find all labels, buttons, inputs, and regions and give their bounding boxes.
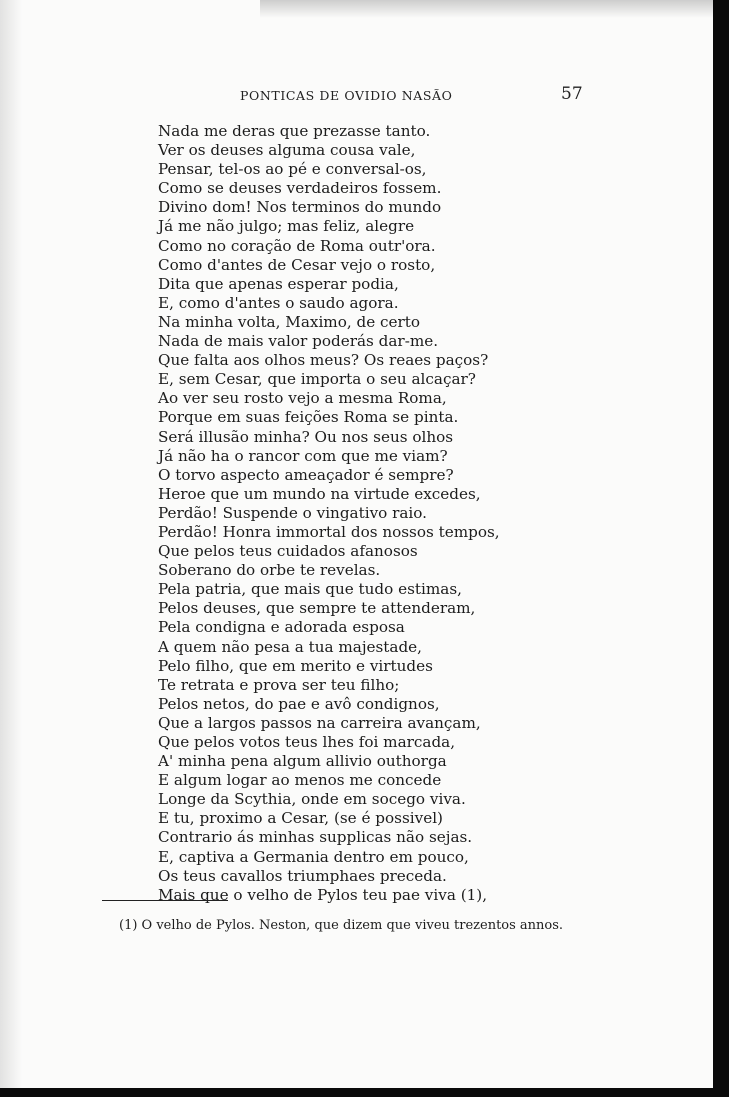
poem-line: E, sem Cesar, que importa o seu alcaçar? — [158, 370, 476, 389]
poem-line: E algum logar ao menos me concede — [158, 771, 442, 790]
poem-line: Longe da Scythia, onde em socego viva. — [158, 790, 466, 809]
scan-shadow-top — [260, 0, 729, 18]
poem-line: Como no coração de Roma outr'ora. — [158, 236, 436, 255]
poem-line: Que pelos teus cuidados afanosos — [158, 542, 418, 561]
poem-line: Pela condigna e adorada esposa — [158, 618, 405, 637]
poem-line: Divino dom! Nos terminos do mundo — [158, 198, 442, 217]
poem-line: A' minha pena algum allivio outhorga — [158, 752, 447, 771]
poem-line: Ao ver seu rosto vejo a mesma Roma, — [158, 389, 447, 408]
poem-line: Porque em suas feições Roma se pinta. — [158, 408, 459, 427]
poem-line: Pelos netos, do pae e avô condignos, — [158, 694, 440, 713]
poem-line: Que falta aos olhos meus? Os reaes paços? — [158, 351, 489, 370]
poem-line: Como d'antes de Cesar vejo o rosto, — [158, 255, 436, 274]
poem-line: Perdão! Honra immortal dos nossos tempos, — [158, 522, 500, 541]
page-header — [0, 84, 729, 108]
poem-line: Que pelos votos teus lhes foi marcada, — [158, 733, 456, 751]
poem-text — [158, 122, 598, 905]
poem-line: Contrario ás minhas supplicas não sejas. — [158, 828, 473, 847]
poem-line: Como se deuses verdadeiros fossem. — [158, 179, 442, 198]
poem-line: Já me não julgo; mas feliz, alegre — [158, 217, 415, 236]
poem-line: Pelo filho, que em merito e virtudes — [158, 656, 433, 675]
poem-line: Os teus cavallos triumphaes preceda. — [158, 866, 447, 885]
poem-line: Nada de mais valor poderás dar-me. — [158, 332, 439, 351]
poem-line: Já não ha o rancor com que me viam? — [158, 446, 448, 465]
footnote-divider — [102, 900, 228, 901]
poem-line: Nada me deras que prezasse tanto. — [158, 122, 431, 140]
poem-line: Pensar, tel-os ao pé e conversal-os, — [158, 160, 427, 179]
poem-line: Na minha volta, Maximo, de certo — [158, 312, 421, 331]
running-title: PONTICAS DE OVIDIO NASÃO — [240, 88, 453, 103]
poem-line: Pelos deuses, que sempre te attenderam, — [158, 599, 476, 618]
page-number: 57 — [561, 84, 583, 104]
poem-line: Que a largos passos na carreira avançam, — [158, 713, 481, 732]
scan-border-bottom — [0, 1088, 729, 1097]
poem-line: Mais que o velho de Pylos teu pae viva (1), — [158, 885, 488, 904]
poem-line: E, como d'antes o saudo agora. — [158, 293, 399, 312]
poem-line: Será illusão minha? Ou nos seus olhos — [158, 427, 454, 446]
poem-line: Dita que apenas esperar podia, — [158, 274, 399, 293]
footnote: (1) O velho de Pylos. Neston, que dizem que viveu trezentos annos. — [119, 918, 564, 933]
poem-line: Heroe que um mundo na virtude excedes, — [158, 484, 481, 503]
scan-shadow-left — [0, 0, 22, 1097]
poem-line: E tu, proximo a Cesar, (se é possivel) — [158, 809, 443, 828]
poem-line: Soberano do orbe te revelas. — [158, 561, 381, 580]
poem-line: Perdão! Suspende o vingativo raio. — [158, 503, 427, 522]
poem-line: E, captiva a Germania dentro em pouco, — [158, 847, 469, 866]
poem-line: O torvo aspecto ameaçador é sempre? — [158, 465, 454, 484]
poem-line: Ver os deuses alguma cousa vale, — [158, 141, 416, 160]
poem-line: A quem não pesa a tua majestade, — [158, 637, 423, 656]
poem-line: Te retrata e prova ser teu filho; — [158, 675, 400, 694]
scan-border-right — [713, 0, 729, 1097]
poem-line: Pela patria, que mais que tudo estimas, — [158, 580, 462, 599]
